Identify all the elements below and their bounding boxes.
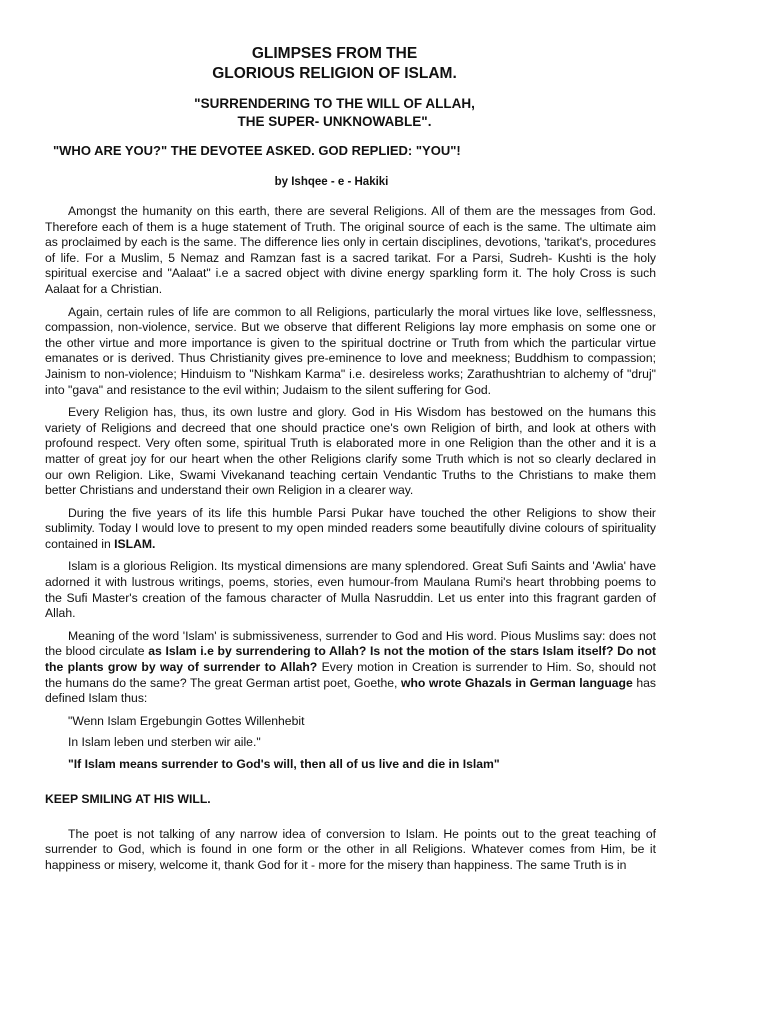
- paragraph-4: [45, 506, 656, 553]
- subtitle-line-2: THE SUPER- UNKNOWABLE".: [237, 114, 432, 129]
- paragraph-6: [45, 629, 656, 707]
- article-body: [45, 204, 656, 873]
- title-line-2: GLORIOUS RELIGION OF ISLAM.: [212, 65, 457, 82]
- document-page: [45, 44, 656, 880]
- paragraph-6-part-a: Meaning of the word 'Islam' is submissiveness, surrender to God and His word. Pious Muslims say: does not the blood circulate: [45, 628, 656, 659]
- byline: by Ishqee - e - Hakiki: [274, 176, 389, 188]
- goethe-quote-line-1: "Wenn Islam Ergebungin Gottes Willenhebit: [68, 713, 305, 728]
- paragraph-3: Every Religion has, thus, its own lustre and glory. God in His Wisdom has bestowed on the humans this variety of Religions and decreed that one should practice one's own Religion of birth, and look at others with profound respect. Very often some, spiritual Truth is elaborated more in one Religion than the other and it is a matter of great joy for our heart when the other Religions clarify some Truth which is not so clearly declared in our own Religion. Like, Swami Vivekanand teaching certain Vendantic Truths to the Christians to make them better Christians and understand their own Religion in a clearer way.: [45, 405, 656, 498]
- paragraph-5: Islam is a glorious Religion. Its mystical dimensions are many splendored. Great Sufi Saints and 'Awlia' have adorned it with lustrous writings, poems, stories, even humour-from Maulana Rumi's heart throbbing poems to the Sufi Master's creation of the famous character of Mulla Nasruddin. Let us enter into this fragrant garden of Allah.: [45, 559, 656, 621]
- paragraph-6-part-e: has defined Islam thus:: [45, 675, 656, 706]
- goethe-quote-translation: [68, 757, 656, 773]
- quote-title: "WHO ARE YOU?" THE DEVOTEE ASKED. GOD REPLIED: "YOU"!: [53, 143, 461, 158]
- subtitle-line-1: "SURRENDERING TO THE WILL OF ALLAH,: [194, 96, 475, 111]
- document-title: [45, 44, 656, 84]
- title-line-1: GLIMPSES FROM THE: [251, 45, 418, 62]
- paragraph-6-part-c: Every motion in Creation is surrender to Him. So, should not the humans do the same? The great German artist poet, Goethe,: [45, 660, 656, 690]
- paragraph-1: Amongst the humanity on this earth, there are several Religions. All of them are the messages from God. Therefore each of them is a huge statement of Truth. The original source of each is the same. The ultimate aim as proclaimed by each is the same. The difference lies only in certain disciplines, devotions, 'tarikat's, procedures of life. For a Muslim, 5 Nemaz and Ramzan fast is a sacred tarikat. For a Parsi, Sudreh- Kushti is the holy spiritual exercise and "Aalaat" i.e a sacred object with divine energy sparkling form it. The holy Cross is such Aalaat for a Christian.: [45, 204, 656, 296]
- goethe-quote-translation-text: "If Islam means surrender to God's will, then all of us live and die in Islam": [68, 757, 500, 771]
- goethe-quote-line-2: In Islam leben und sterben wir aile.": [68, 735, 261, 750]
- paragraph-2: Again, certain rules of life are common to all Religions, particularly the moral virtues like love, selflessness, compassion, non-violence, service. But we observe that different Religions lay more emphasis on some one or the other virtue and more importance is given to the spiritual doctrine or Truth from which the particular virtue emanates or is derived. Thus Christianity gives pre-eminence to love and meekness; Buddhism to compassion; Jainism to non-violence; Hinduism to "Nishkam Karma" i.e. desireless works; Zarathushtrian to alchemy of "druj" into "gava" and resistance to the evil within; Judaism to the silent suffering for God.: [45, 304, 656, 397]
- document-subtitle: [45, 95, 656, 131]
- section-heading: KEEP SMILING AT HIS WILL.: [45, 791, 211, 806]
- paragraph-4-text: During the five years of its life this humble Parsi Pukar have touched the other Religions to show their sublimity. Today I would love to present to my open minded readers some beautifully divine colours of spirituality contained in: [45, 505, 656, 551]
- paragraph-4-bold: ISLAM.: [114, 536, 156, 551]
- paragraph-6-bold-d: who wrote Ghazals in German language: [400, 675, 633, 690]
- paragraph-7: The poet is not talking of any narrow idea of conversion to Islam. He points out to the great teaching of surrender to God, which is found in one form or the other in all Religions. Whatever comes from Him, be it happiness or misery, welcome it, thank God for it - more for the misery than happiness. The same Truth is in: [45, 826, 656, 872]
- paragraph-6-bold-b: as Islam i.e by surrendering to Allah? Is not the motion of the stars Islam itself? Do not the plants grow by way of surrender to Allah?: [45, 644, 656, 675]
